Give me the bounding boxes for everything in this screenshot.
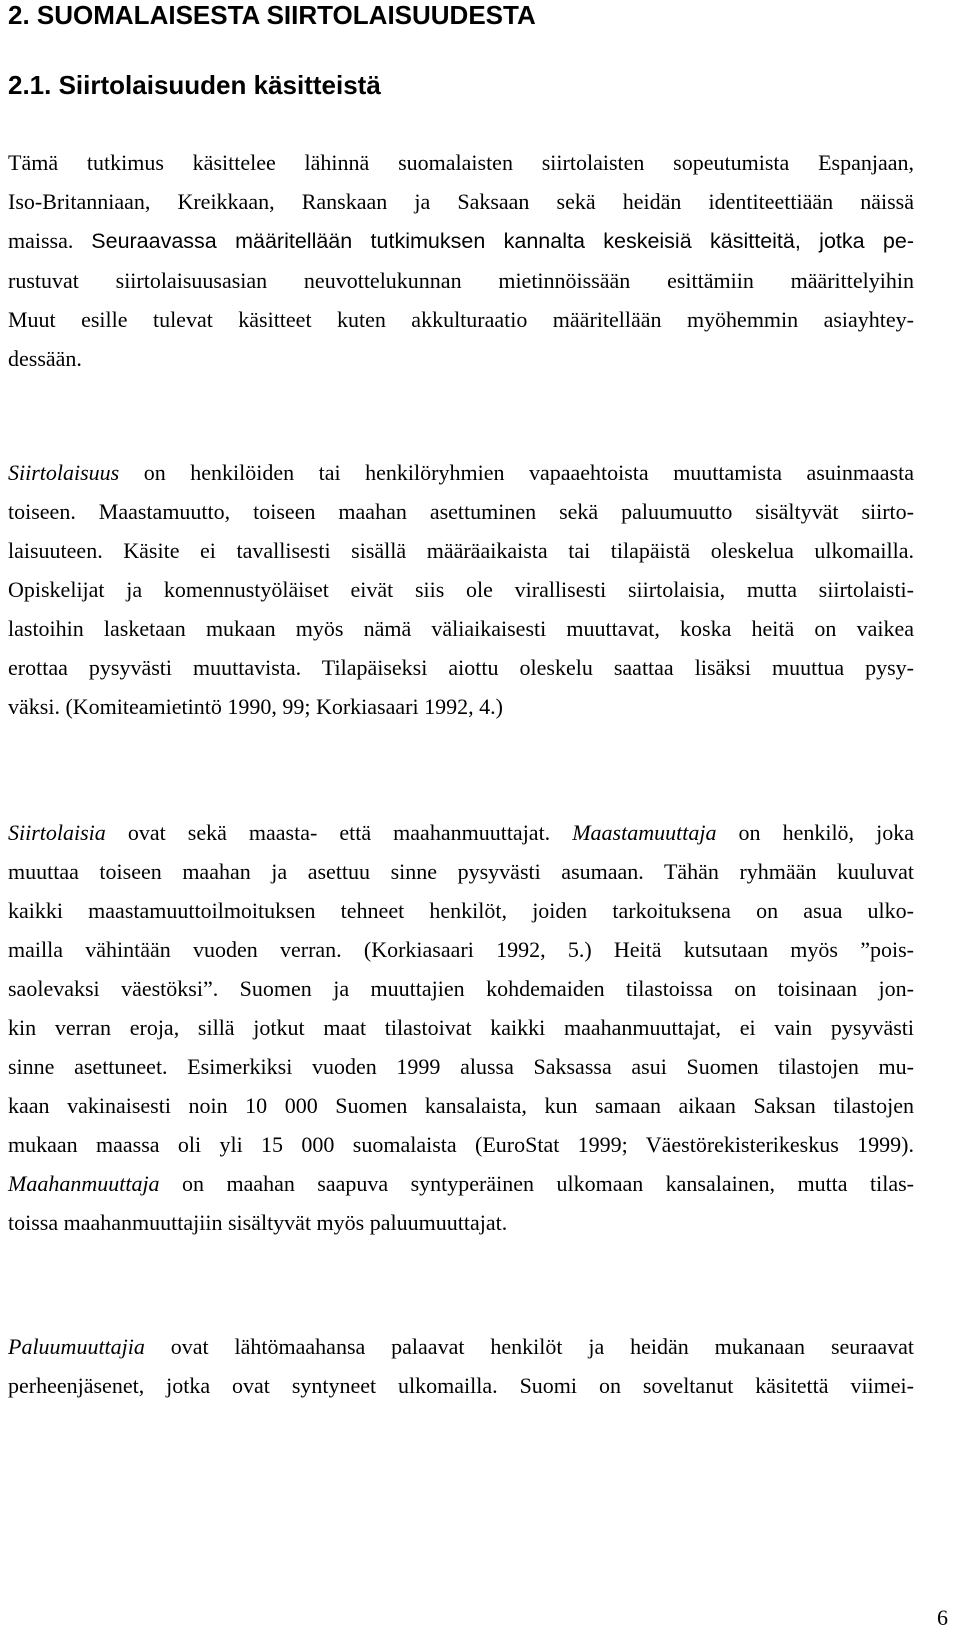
paragraph-line (8, 1164, 914, 1203)
paragraph-line: Opiskelijat ja komennustyöläiset eivät siis ole virallisesti siirtolaisia, mutta siirtolaisti- (8, 577, 914, 602)
paragraph-line: mailla vähintään vuoden verran. (Korkiasaari 1992, 5.) Heitä kutsutaan myös ”pois- (8, 937, 914, 962)
paragraph-line: Muut esille tulevat käsitteet kuten akkulturaatio määritellään myöhemmin asiayhtey- (8, 307, 914, 332)
paragraph-intro (8, 143, 914, 378)
term-siirtolaisuus: Siirtolaisuus (8, 460, 120, 485)
term-siirtolaisia: Siirtolaisia (8, 820, 106, 845)
line-segment: ovat lähtömaahansa palaavat henkilöt ja heidän mukanaan seuraavat (144, 1334, 914, 1359)
paragraph-line: Tämä tutkimus käsittelee lähinnä suomalaisten siirtolaisten sopeutumista Espanjaan, (8, 150, 914, 175)
paragraph-line: muuttaa toiseen maahan ja asettuu sinne pysyvästi asumaan. Tähän ryhmään kuuluvat (8, 859, 914, 884)
line-segment: on maahan saapuva syntyperäinen ulkomaan kansalainen, mutta tilas- (159, 1171, 914, 1196)
line-segment: on henkilö, joka (716, 820, 914, 845)
paragraph-line: erottaa pysyvästi muuttavista. Tilapäiseksi aiottu oleskelu saattaa lisäksi muuttua pysy- (8, 655, 914, 680)
page-number: 6 (937, 1605, 948, 1630)
term-maahanmuuttaja: Maahanmuuttaja (8, 1171, 160, 1196)
paragraph-line (8, 453, 914, 492)
paragraph-line: kin verran eroja, sillä jotkut maat tilastoivat kaikki maahanmuuttajat, ei vain pysyvästi (8, 1015, 914, 1040)
paragraph-line: toiseen. Maastamuutto, toiseen maahan asettuminen sekä paluumuutto sisältyvät siirto- (8, 499, 914, 524)
paragraph-line (8, 221, 914, 261)
paragraph-line: dessään. (8, 346, 82, 371)
line-segment: maissa. (8, 228, 74, 253)
paragraph-line: lastoihin lasketaan mukaan myös nämä väliaikaisesti muuttavat, koska heitä on vaikea (8, 616, 914, 641)
paragraph-line (8, 813, 914, 852)
line-segment: on henkilöiden tai henkilöryhmien vapaaehtoista muuttamista asuinmaasta (119, 460, 914, 485)
paragraph-line: mukaan maassa oli yli 15 000 suomalaista (EuroStat 1999; Väestörekisterikeskus 1999). (8, 1132, 914, 1157)
paragraph-line: kaikki maastamuuttoilmoituksen tehneet henkilöt, joiden tarkoituksena on asua ulko- (8, 898, 914, 923)
line-segment: ovat sekä maasta- että maahanmuuttajat. (105, 820, 573, 845)
term-maastamuuttaja: Maastamuuttaja (572, 820, 717, 845)
paragraph-siirtolaisuus (8, 453, 914, 726)
chapter-heading: 2. SUOMALAISESTA SIIRTOLAISUUDESTA (8, 0, 536, 30)
paragraph-line: väksi. (Komiteamietintö 1990, 99; Korkiasaari 1992, 4.) (8, 694, 503, 719)
paragraph-line: toissa maahanmuuttajiin sisältyvät myös paluumuuttajat. (8, 1210, 508, 1235)
paragraph-line: perheenjäsenet, jotka ovat syntyneet ulkomailla. Suomi on soveltanut käsitettä viimei- (8, 1373, 914, 1398)
paragraph-line: laisuuteen. Käsite ei tavallisesti sisällä määräaikaista tai tilapäistä oleskelua ulkomailla. (8, 538, 914, 563)
paragraph-line: rustuvat siirtolaisuusasian neuvottelukunnan mietinnöissään esittämiin määrittelyihin (8, 268, 914, 293)
paragraph-line: sinne asettuneet. Esimerkiksi vuoden 1999 alussa Saksassa asui Suomen tilastojen mu- (8, 1054, 914, 1079)
term-paluumuuttajia: Paluumuuttajia (8, 1334, 145, 1359)
line-segment: Seuraavassa määritellään tutkimuksen kannalta keskeisiä käsitteitä, jotka pe- (91, 229, 915, 253)
paragraph-siirtolaisia (8, 813, 914, 1242)
section-heading: 2.1. Siirtolaisuuden käsitteistä (8, 70, 381, 100)
paragraph-line: Iso-Britanniaan, Kreikkaan, Ranskaan ja Saksaan sekä heidän identiteettiään näissä (8, 189, 914, 214)
paragraph-paluumuuttajia (8, 1327, 914, 1405)
paragraph-line: saolevaksi väestöksi”. Suomen ja muuttajien kohdemaiden tilastoissa on toisinaan jon- (8, 976, 914, 1001)
paragraph-line (8, 1327, 914, 1366)
paragraph-line: kaan vakinaisesti noin 10 000 Suomen kansalaista, kun samaan aikaan Saksan tilastojen (8, 1093, 914, 1118)
